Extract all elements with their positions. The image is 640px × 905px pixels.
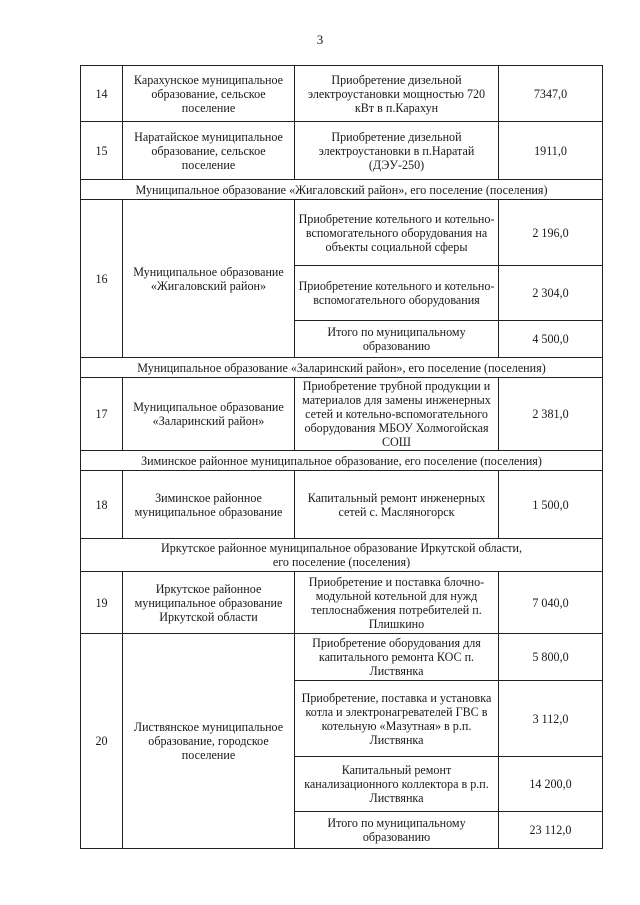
- table-row: [81, 378, 603, 451]
- subtotal-amount: 4 500,0: [499, 321, 603, 358]
- section-heading-line: его поселение (поселения): [272, 555, 411, 569]
- purpose-cell: Приобретение дизельной электроустановки мощностью 720 кВт в п.Карахун: [295, 66, 499, 122]
- municipality-name: Зиминское районное муниципальное образование: [123, 471, 295, 539]
- purpose-cell: Капитальный ремонт канализационного коллектора в р.п. Листвянка: [295, 757, 499, 812]
- table-row: [81, 634, 603, 681]
- row-number: 16: [81, 200, 123, 358]
- subtotal-label: Итого по муниципальному образованию: [295, 321, 499, 358]
- amount-cell: 2 381,0: [499, 378, 603, 451]
- amount-cell: 1 500,0: [499, 471, 603, 539]
- section-row: [81, 451, 603, 471]
- section-row: [81, 358, 603, 378]
- section-heading: Муниципальное образование «Жигаловский район», его поселение (поселения): [81, 180, 603, 200]
- purpose-cell: Приобретение и поставка блочно-модульной котельной для нужд теплоснабжения потребителей п. Плишкино: [295, 572, 499, 634]
- table-row: [81, 66, 603, 122]
- purpose-cell: Капитальный ремонт инженерных сетей с. Масляногорск: [295, 471, 499, 539]
- purpose-cell: Приобретение котельного и котельно-вспомогательного оборудования на объекты социальной сферы: [295, 200, 499, 266]
- row-number: 20: [81, 634, 123, 849]
- municipality-name: Листвянское муниципальное образование, городское поселение: [123, 634, 295, 849]
- amount-cell: 2 196,0: [499, 200, 603, 266]
- municipality-name: Муниципальное образование «Жигаловский район»: [123, 200, 295, 358]
- amount-cell: 3 112,0: [499, 681, 603, 757]
- municipality-name: Иркутское районное муниципальное образование Иркутской области: [123, 572, 295, 634]
- funding-table: [80, 65, 603, 849]
- amount-cell: 14 200,0: [499, 757, 603, 812]
- page-number: 3: [316, 32, 324, 47]
- amount-cell: 2 304,0: [499, 266, 603, 321]
- table-row: [81, 122, 603, 180]
- row-number: 17: [81, 378, 123, 451]
- row-number: 18: [81, 471, 123, 539]
- row-number: 14: [81, 66, 123, 122]
- purpose-cell: Приобретение оборудования для капитального ремонта КОС п. Листвянка: [295, 634, 499, 681]
- subtotal-amount: 23 112,0: [499, 812, 603, 849]
- purpose-cell: Приобретение, поставка и установка котла и электронагревателей ГВС в котельную «Мазутная» в р.п. Листвянка: [295, 681, 499, 757]
- section-row: [81, 180, 603, 200]
- amount-cell: 5 800,0: [499, 634, 603, 681]
- purpose-cell: Приобретение трубной продукции и материалов для замены инженерных сетей и котельно-вспомогательного оборудования МБОУ Холмогойская СОШ: [295, 378, 499, 451]
- purpose-cell: Приобретение дизельной электроустановки в п.Наратай (ДЭУ-250): [295, 122, 499, 180]
- table-row: [81, 471, 603, 539]
- section-heading: Муниципальное образование «Заларинский район», его поселение (поселения): [81, 358, 603, 378]
- municipality-name: Карахунское муниципальное образование, сельское поселение: [123, 66, 295, 122]
- purpose-cell: Приобретение котельного и котельно-вспомогательного оборудования: [295, 266, 499, 321]
- row-number: 19: [81, 572, 123, 634]
- section-heading: Зиминское районное муниципальное образование, его поселение (поселения): [81, 451, 603, 471]
- section-heading: [81, 539, 603, 572]
- amount-cell: 7347,0: [499, 66, 603, 122]
- table-row: [81, 572, 603, 634]
- section-heading-line: Иркутское районное муниципальное образование Иркутской области,: [161, 541, 522, 555]
- section-row: [81, 539, 603, 572]
- municipality-name: Наратайское муниципальное образование, сельское поселение: [123, 122, 295, 180]
- table-row: [81, 200, 603, 266]
- subtotal-label: Итого по муниципальному образованию: [295, 812, 499, 849]
- amount-cell: 1911,0: [499, 122, 603, 180]
- municipality-name: Муниципальное образование «Заларинский район»: [123, 378, 295, 451]
- amount-cell: 7 040,0: [499, 572, 603, 634]
- row-number: 15: [81, 122, 123, 180]
